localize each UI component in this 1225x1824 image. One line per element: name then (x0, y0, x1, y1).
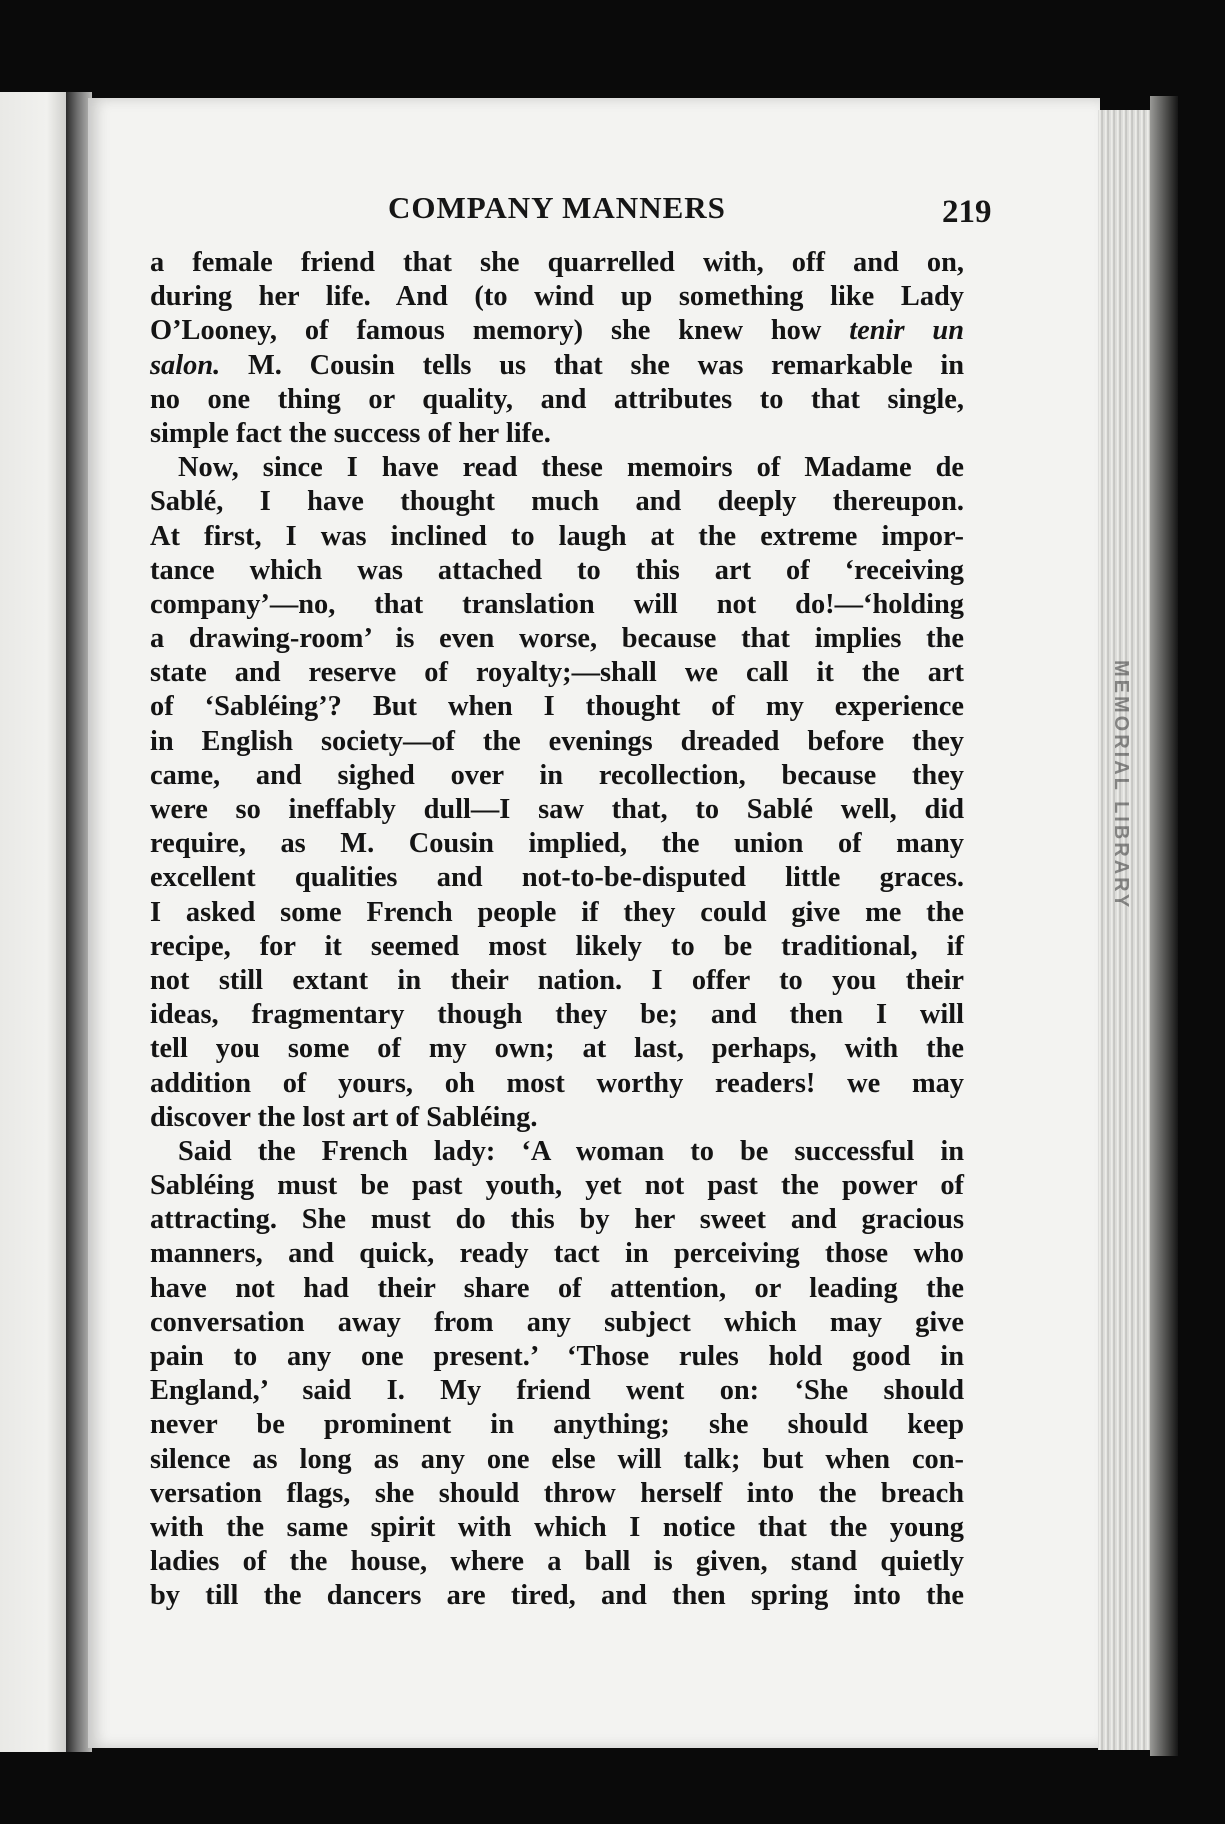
text-line: tell you some of my own; at last, perhaps, with the (150, 1033, 964, 1065)
text-line: versation flags, she should throw herself into the breach (150, 1477, 964, 1509)
text-line: addition of yours, oh most worthy readers! we may (150, 1067, 964, 1099)
text-line: At first, I was inclined to laugh at the extreme impor- (150, 520, 964, 552)
text-line: during her life. And (to wind up something like Lady (150, 281, 964, 313)
text-line: in English society—of the evenings dreaded before they (150, 725, 964, 757)
text-line: Sabléing must be past youth, yet not past the power of (150, 1170, 964, 1202)
text-line: company’—no, that translation will not do!—‘holding (150, 588, 964, 620)
text-line: by till the dancers are tired, and then spring into the (150, 1580, 964, 1612)
book-spine (1150, 96, 1178, 1756)
text-line: never be prominent in anything; she should keep (150, 1409, 964, 1441)
text-line: state and reserve of royalty;—shall we call it the art (150, 657, 964, 689)
text-line: a drawing-room’ is even worse, because that implies the (150, 623, 964, 655)
text-line: Said the French lady: ‘A woman to be successful in (178, 1135, 964, 1167)
text-line: came, and sighed over in recollection, because they (150, 759, 964, 791)
text-line: conversation away from any subject which may give (150, 1306, 964, 1338)
text-line: ladies of the house, where a ball is given, stand quietly (150, 1546, 964, 1578)
text-line: Now, since I have read these memoirs of Madame de (178, 452, 964, 484)
text-line: with the same spirit with which I notice that the young (150, 1511, 964, 1543)
text-line: tance which was attached to this art of ‘receiving (150, 554, 964, 586)
text-line: pain to any one present.’ ‘Those rules hold good in (150, 1341, 964, 1372)
text-line: were so ineffably dull—I saw that, to Sablé well, did (150, 794, 964, 825)
text-line: England,’ said I. My friend went on: ‘She should (150, 1375, 964, 1407)
text-line: excellent qualities and not-to-be-disputed little graces. (150, 862, 964, 894)
text-line: require, as M. Cousin implied, the union of many (150, 828, 964, 860)
text-line: manners, and quick, ready tact in perceiving those who (150, 1238, 964, 1270)
text-line: O’Looney, of famous memory) she knew how tenir un (150, 315, 964, 347)
text-line: ideas, fragmentary though they be; and then I will (150, 999, 964, 1031)
text-line: salon. M. Cousin tells us that she was remarkable in (150, 349, 964, 381)
library-stamp: MEMORIAL LIBRARY (1110, 660, 1132, 911)
text-line: simple fact the success of her life. (150, 417, 551, 449)
page-number: 219 (942, 194, 992, 230)
text-line: I asked some French people if they could give me the (150, 896, 964, 928)
text-line: Sablé, I have thought much and deeply thereupon. (150, 486, 964, 518)
text-line: discover the lost art of Sabléing. (150, 1101, 538, 1133)
running-title: COMPANY MANNERS (388, 190, 726, 225)
text-line: of ‘Sabléing’? But when I thought of my experience (150, 691, 964, 723)
text-line: a female friend that she quarrelled with, off and on, (150, 247, 964, 278)
text-line: silence as long as any one else will talk; but when con- (150, 1443, 964, 1475)
body-text (150, 246, 964, 1614)
text-line: attracting. She must do this by her sweet and gracious (150, 1204, 964, 1236)
text-line: no one thing or quality, and attributes to that single, (150, 383, 964, 415)
text-line: recipe, for it seemed most likely to be traditional, if (150, 930, 964, 962)
text-line: not still extant in their nation. I offer to you their (150, 964, 964, 996)
text-line: have not had their share of attention, or leading the (150, 1272, 964, 1304)
